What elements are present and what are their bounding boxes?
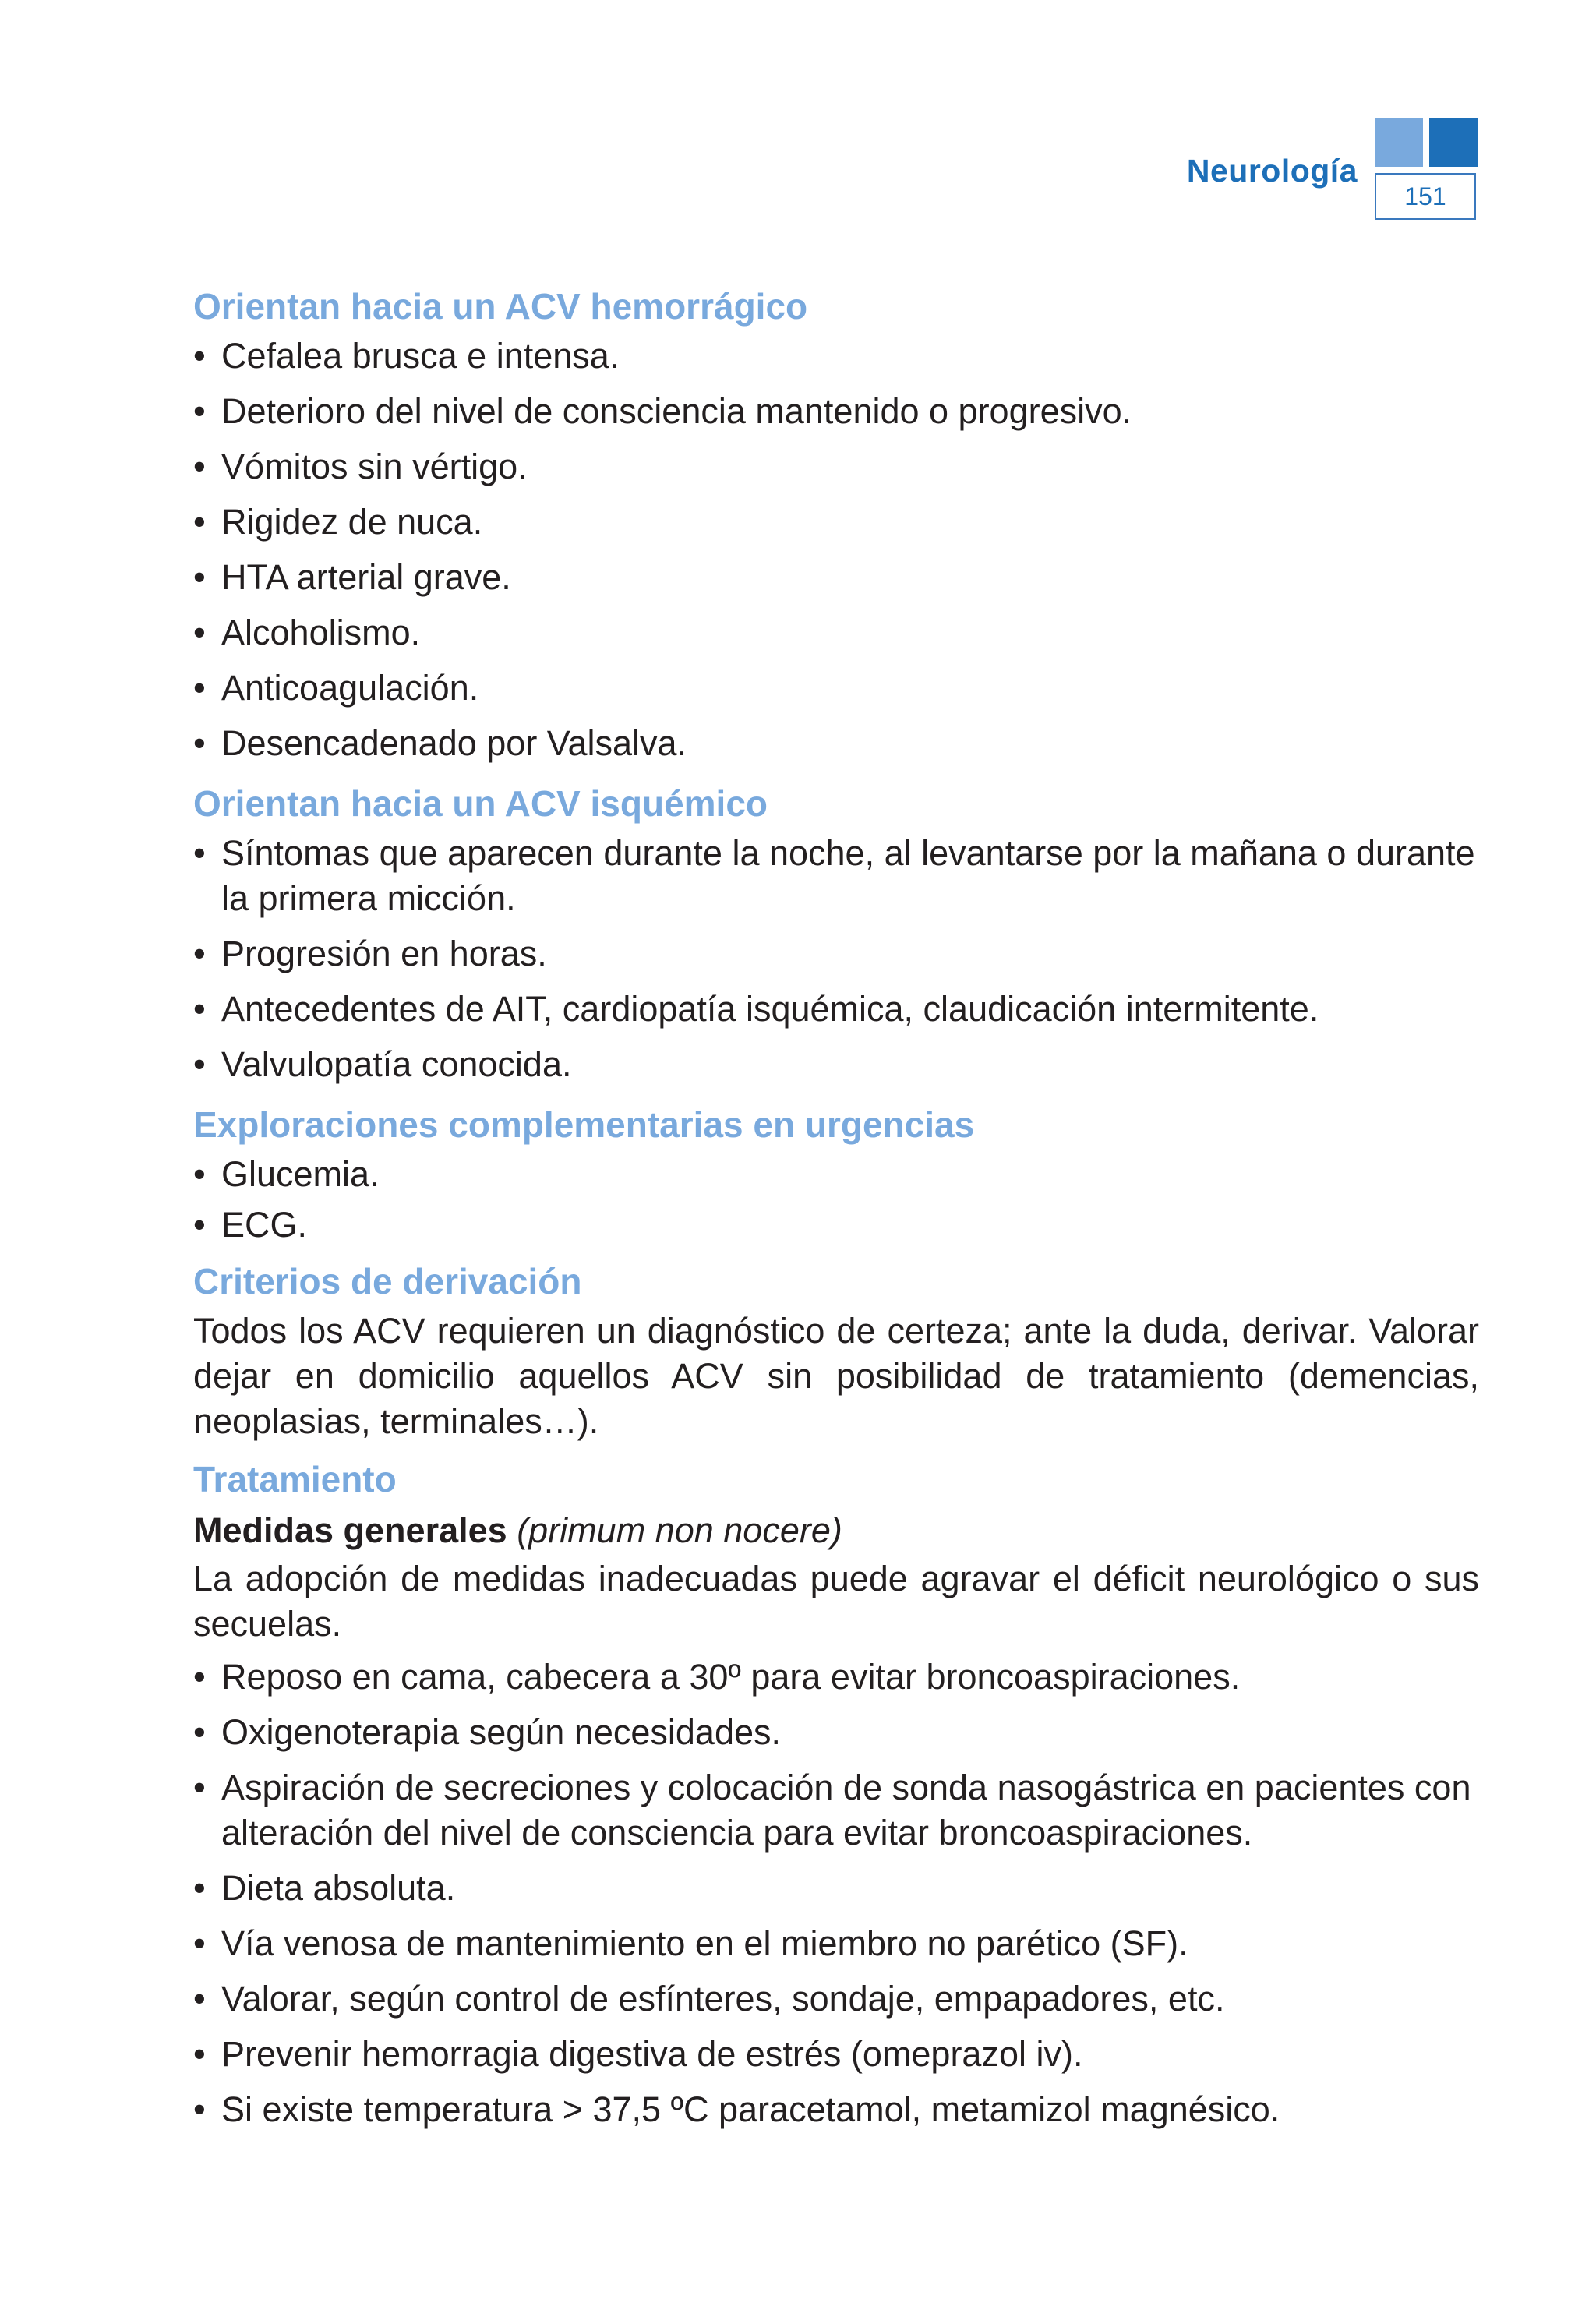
section-heading: Criterios de derivación <box>193 1261 582 1302</box>
section-treatment <box>193 1452 1479 2132</box>
list-item: • HTA arterial grave. <box>193 555 1479 600</box>
list-item: • Cefalea brusca e intensa. <box>193 334 1479 379</box>
list-item: • Prevenir hemorragia digestiva de estrés (omeprazol iv). <box>193 2032 1479 2077</box>
list-item: • Glucemia. <box>193 1152 1479 1197</box>
list-item: • Valvulopatía conocida. <box>193 1042 1479 1087</box>
section-ischemic <box>193 776 1479 1087</box>
list-item: • Deterioro del nivel de consciencia mantenido o progresivo. <box>193 389 1479 434</box>
section-referral-criteria <box>193 1254 1479 1444</box>
section-heading: Tratamiento <box>193 1459 397 1499</box>
subheading <box>193 1506 1479 1555</box>
list-item: • Dieta absoluta. <box>193 1866 1479 1911</box>
list-item: • Desencadenado por Valsalva. <box>193 721 1479 766</box>
header-decoration-square-light <box>1375 118 1423 167</box>
section-complementary-tests <box>193 1097 1479 1248</box>
list-item: • Si existe temperatura > 37,5 ºC paracetamol, metamizol magnésico. <box>193 2087 1479 2132</box>
page-content <box>193 279 1479 2142</box>
list-item: • Antecedentes de AIT, cardiopatía isquémica, claudicación intermitente. <box>193 987 1479 1032</box>
section-hemorrhagic <box>193 279 1479 766</box>
list-item: • Progresión en horas. <box>193 931 1479 977</box>
list-item: • Valorar, según control de esfínteres, sondaje, empapadores, etc. <box>193 1976 1479 2022</box>
section-heading: Orientan hacia un ACV isquémico <box>193 783 768 824</box>
paragraph: La adopción de medidas inadecuadas puede agravar el déficit neurológico o sus secuelas. <box>193 1559 1479 1644</box>
bullet-list <box>193 1655 1479 2132</box>
page-number: 151 <box>1375 173 1476 220</box>
list-item: • Síntomas que aparecen durante la noche, al levantarse por la mañana o durante la primera micción. <box>193 831 1479 921</box>
running-header-section: Neurología <box>1186 153 1358 189</box>
list-item: • ECG. <box>193 1203 1479 1248</box>
list-item: • Rigidez de nuca. <box>193 500 1479 545</box>
list-item: • Aspiración de secreciones y colocación de sonda nasogástrica en pacientes con alteración del nivel de consciencia para evitar broncoaspiraciones. <box>193 1765 1479 1856</box>
list-item: • Vómitos sin vértigo. <box>193 444 1479 489</box>
section-heading: Orientan hacia un ACV hemorrágico <box>193 286 808 327</box>
list-item: • Alcoholismo. <box>193 610 1479 655</box>
list-item: • Oxigenoterapia según necesidades. <box>193 1710 1479 1755</box>
paragraph: Todos los ACV requieren un diagnóstico de certeza; ante la duda, derivar. Valorar dejar en domicilio aquellos ACV sin posibilidad de tratamiento (demencias, neoplasias, terminales…). <box>193 1311 1479 1441</box>
subheading-italic: (primum non nocere) <box>517 1510 842 1550</box>
list-item: • Vía venosa de mantenimiento en el miembro no parético (SF). <box>193 1921 1479 1966</box>
bullet-list <box>193 1152 1479 1248</box>
section-heading: Exploraciones complementarias en urgencias <box>193 1104 975 1145</box>
bullet-list <box>193 831 1479 1087</box>
subheading-bold: Medidas generales <box>193 1510 507 1550</box>
list-item: • Anticoagulación. <box>193 666 1479 711</box>
header-decoration-square-dark <box>1429 118 1478 167</box>
list-item: • Reposo en cama, cabecera a 30º para evitar broncoaspiraciones. <box>193 1655 1479 1700</box>
bullet-list <box>193 334 1479 766</box>
